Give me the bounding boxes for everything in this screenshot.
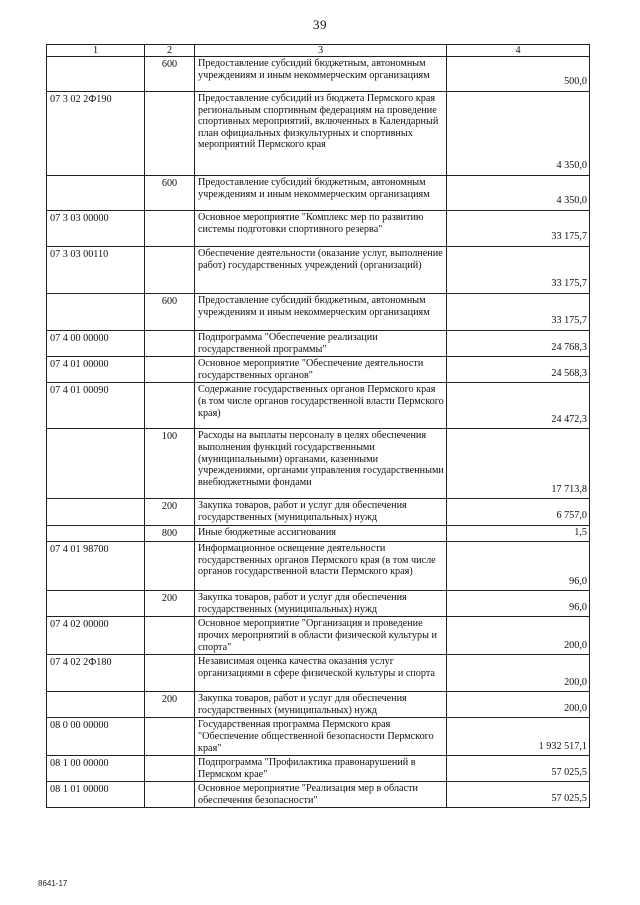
cell-name: Предоставление субсидий бюджетным, автономным учреждениям и иным некоммерческим организациям bbox=[195, 294, 447, 331]
cell-amount: 24 568,3 bbox=[447, 357, 590, 383]
cell-code: 07 3 03 00000 bbox=[47, 211, 145, 247]
cell-code bbox=[47, 591, 145, 617]
table-row bbox=[47, 718, 590, 756]
cell-code bbox=[47, 176, 145, 211]
cell-name: Основное мероприятие "Организация и проведение прочих мероприятий в области физической культуры и спорта" bbox=[195, 617, 447, 655]
cell-amount: 6 757,0 bbox=[447, 499, 590, 525]
cell-expense-type bbox=[145, 756, 195, 782]
column-header-3: 3 bbox=[195, 45, 447, 57]
cell-code: 08 1 00 00000 bbox=[47, 756, 145, 782]
cell-code: 07 3 02 2Ф190 bbox=[47, 92, 145, 176]
cell-code: 07 4 02 2Ф180 bbox=[47, 655, 145, 692]
cell-amount: 96,0 bbox=[447, 542, 590, 591]
cell-code bbox=[47, 499, 145, 525]
table-row bbox=[47, 756, 590, 782]
cell-expense-type: 200 bbox=[145, 499, 195, 525]
cell-expense-type bbox=[145, 655, 195, 692]
cell-expense-type bbox=[145, 542, 195, 591]
cell-amount: 4 350,0 bbox=[447, 176, 590, 211]
table-row bbox=[47, 591, 590, 617]
cell-amount: 57 025,5 bbox=[447, 756, 590, 782]
cell-name: Закупка товаров, работ и услуг для обеспечения государственных (муниципальных) нужд bbox=[195, 591, 447, 617]
cell-name: Информационное освещение деятельности государственных органов Пермского края (в том числе органов государственной власти Пермского края) bbox=[195, 542, 447, 591]
cell-expense-type bbox=[145, 211, 195, 247]
page-number: 39 bbox=[313, 17, 327, 32]
table-row bbox=[47, 655, 590, 692]
cell-name: Подпрограмма "Обеспечение реализации государственной программы" bbox=[195, 331, 447, 357]
cell-name: Предоставление субсидий бюджетным, автономным учреждениям и иным некоммерческим организациям bbox=[195, 176, 447, 211]
cell-name: Предоставление субсидий бюджетным, автономным учреждениям и иным некоммерческим организациям bbox=[195, 57, 447, 92]
cell-amount: 17 713,8 bbox=[447, 429, 590, 499]
cell-code bbox=[47, 57, 145, 92]
cell-expense-type: 600 bbox=[145, 176, 195, 211]
cell-amount: 500,0 bbox=[447, 57, 590, 92]
cell-code: 08 0 00 00000 bbox=[47, 718, 145, 756]
cell-name: Иные бюджетные ассигнования bbox=[195, 525, 447, 542]
table-row bbox=[47, 525, 590, 542]
cell-amount: 57 025,5 bbox=[447, 782, 590, 808]
cell-expense-type: 600 bbox=[145, 294, 195, 331]
column-header-1: 1 bbox=[47, 45, 145, 57]
cell-name: Основное мероприятие "Реализация мер в области обеспечения безопасности" bbox=[195, 782, 447, 808]
cell-name: Основное мероприятие "Обеспечение деятельности государственных органов" bbox=[195, 357, 447, 383]
table-body bbox=[47, 57, 590, 808]
cell-code: 07 4 01 98700 bbox=[47, 542, 145, 591]
cell-expense-type bbox=[145, 718, 195, 756]
cell-amount: 33 175,7 bbox=[447, 247, 590, 294]
table-row bbox=[47, 782, 590, 808]
budget-table bbox=[46, 44, 590, 808]
cell-name: Основное мероприятие "Комплекс мер по развитию системы подготовки спортивного резерва" bbox=[195, 211, 447, 247]
table-row bbox=[47, 692, 590, 718]
cell-expense-type bbox=[145, 357, 195, 383]
cell-expense-type bbox=[145, 247, 195, 294]
cell-amount: 1 932 517,1 bbox=[447, 718, 590, 756]
cell-expense-type: 600 bbox=[145, 57, 195, 92]
cell-code bbox=[47, 429, 145, 499]
column-header-2: 2 bbox=[145, 45, 195, 57]
cell-expense-type: 100 bbox=[145, 429, 195, 499]
table-row bbox=[47, 211, 590, 247]
cell-expense-type bbox=[145, 383, 195, 429]
cell-expense-type bbox=[145, 331, 195, 357]
cell-expense-type bbox=[145, 617, 195, 655]
cell-code bbox=[47, 294, 145, 331]
cell-name: Закупка товаров, работ и услуг для обеспечения государственных (муниципальных) нужд bbox=[195, 499, 447, 525]
cell-amount: 4 350,0 bbox=[447, 92, 590, 176]
cell-amount: 200,0 bbox=[447, 692, 590, 718]
cell-expense-type: 800 bbox=[145, 525, 195, 542]
cell-code: 07 3 03 00110 bbox=[47, 247, 145, 294]
table-row bbox=[47, 331, 590, 357]
cell-code: 07 4 00 00000 bbox=[47, 331, 145, 357]
cell-code: 07 4 01 00000 bbox=[47, 357, 145, 383]
table-row bbox=[47, 429, 590, 499]
table-row bbox=[47, 617, 590, 655]
cell-expense-type bbox=[145, 782, 195, 808]
table-row bbox=[47, 383, 590, 429]
cell-amount: 200,0 bbox=[447, 655, 590, 692]
cell-expense-type: 200 bbox=[145, 591, 195, 617]
cell-name: Обеспечение деятельности (оказание услуг, выполнение работ) государственных учреждений (организаций) bbox=[195, 247, 447, 294]
cell-code: 08 1 01 00000 bbox=[47, 782, 145, 808]
table-row bbox=[47, 57, 590, 92]
cell-name: Предоставление субсидий из бюджета Пермского края региональным спортивным федерациям на проведение спортивных мероприятий, включенных в Календарный план официальных физкультурных и спортивных мероприятий Пермского края bbox=[195, 92, 447, 176]
cell-name: Подпрограмма "Профилактика правонарушений в Пермском крае" bbox=[195, 756, 447, 782]
cell-code: 07 4 01 00090 bbox=[47, 383, 145, 429]
table-row bbox=[47, 247, 590, 294]
cell-expense-type bbox=[145, 92, 195, 176]
table-row bbox=[47, 542, 590, 591]
cell-amount: 96,0 bbox=[447, 591, 590, 617]
cell-amount: 1,5 bbox=[447, 525, 590, 542]
cell-amount: 33 175,7 bbox=[447, 211, 590, 247]
cell-amount: 24 472,3 bbox=[447, 383, 590, 429]
table-row bbox=[47, 92, 590, 176]
cell-name: Закупка товаров, работ и услуг для обеспечения государственных (муниципальных) нужд bbox=[195, 692, 447, 718]
table-row bbox=[47, 294, 590, 331]
document-code: 8641-17 bbox=[38, 879, 68, 888]
cell-code bbox=[47, 692, 145, 718]
cell-amount: 24 768,3 bbox=[447, 331, 590, 357]
column-header-4: 4 bbox=[447, 45, 590, 57]
table-row bbox=[47, 499, 590, 525]
table-row bbox=[47, 357, 590, 383]
cell-code: 07 4 02 00000 bbox=[47, 617, 145, 655]
cell-name: Содержание государственных органов Пермского края (в том числе органов государственной власти Пермского края) bbox=[195, 383, 447, 429]
cell-amount: 200,0 bbox=[447, 617, 590, 655]
cell-code bbox=[47, 525, 145, 542]
cell-amount: 33 175,7 bbox=[447, 294, 590, 331]
cell-name: Независимая оценка качества оказания услуг организациями в сфере физической культуры и спорта bbox=[195, 655, 447, 692]
table-header-row bbox=[47, 45, 590, 57]
cell-expense-type: 200 bbox=[145, 692, 195, 718]
cell-name: Государственная программа Пермского края "Обеспечение общественной безопасности Пермского края" bbox=[195, 718, 447, 756]
cell-name: Расходы на выплаты персоналу в целях обеспечения выполнения функций государственными (муниципальными) органами, казенными учреждениями, органами управления государственными внебюджетными фондами bbox=[195, 429, 447, 499]
table-row bbox=[47, 176, 590, 211]
